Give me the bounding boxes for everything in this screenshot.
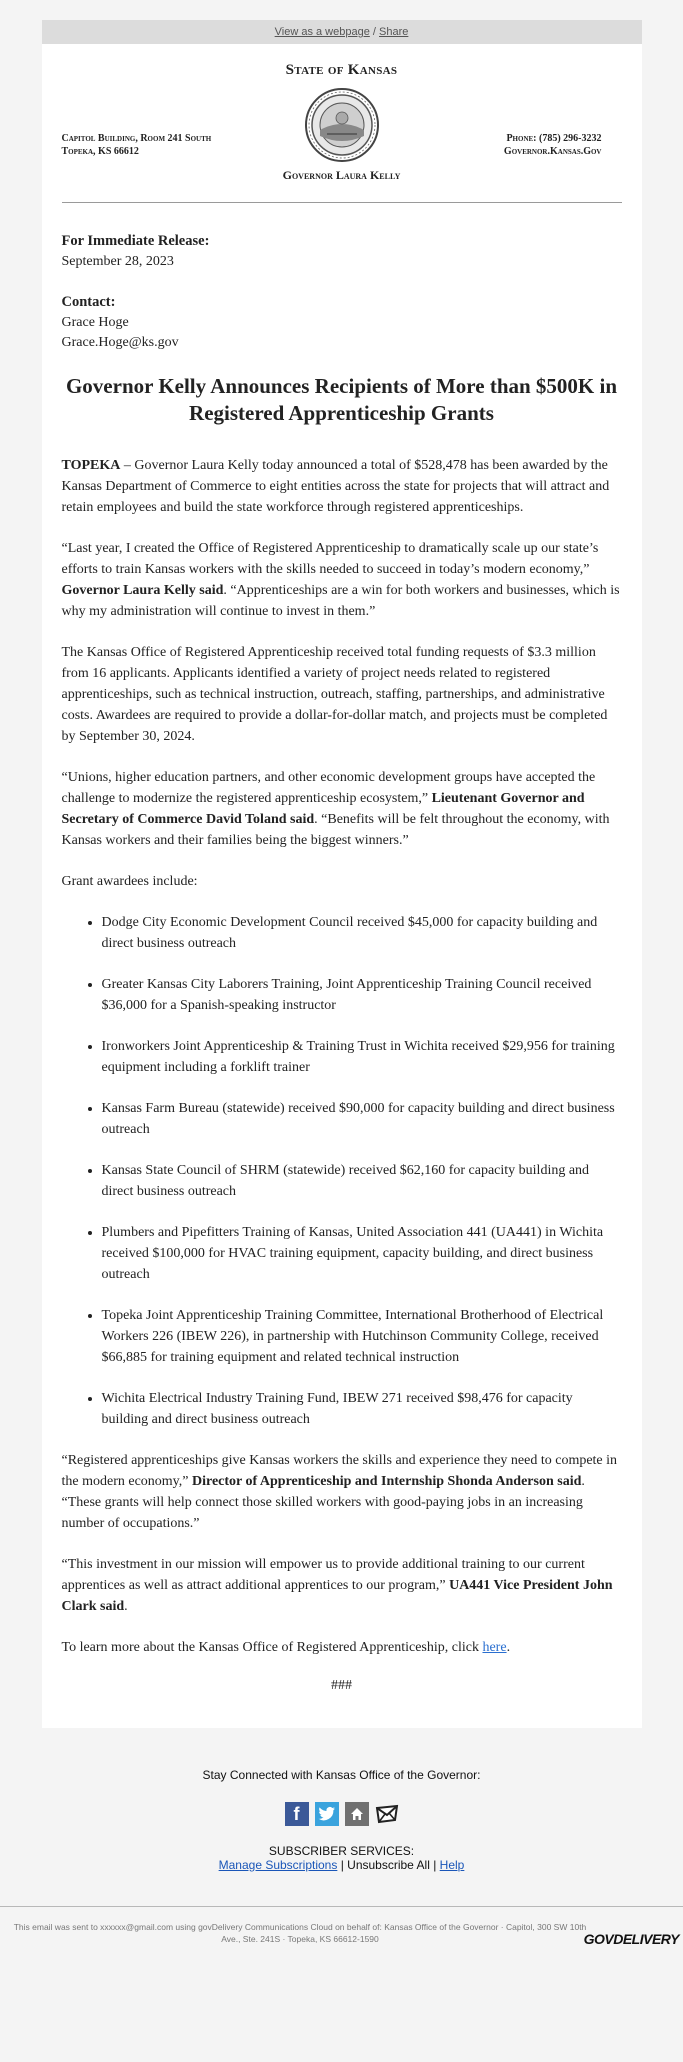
letterhead bbox=[62, 44, 622, 203]
state-title: State of Kansas bbox=[285, 62, 398, 78]
unsubscribe-all-link[interactable]: Unsubscribe All bbox=[347, 1858, 430, 1872]
topbar-separator: / bbox=[369, 26, 379, 38]
paragraph-1 bbox=[62, 455, 622, 518]
quote-text: . “These grants will help connect those skilled workers with good-paying jobs in an increasing number of occupations.” bbox=[61, 1474, 585, 1531]
list-item: • Topeka Joint Apprenticeship Training Committee, International Brotherhood of Electrical Workers 226 (IBEW 226), in partnership with Hutchinson Community College, received $66,885 for training equipment and related technical instruction bbox=[102, 1305, 622, 1368]
office-contact bbox=[504, 132, 602, 158]
contact-name: Grace Hoge bbox=[61, 315, 129, 330]
footer bbox=[0, 1728, 683, 1961]
office-address bbox=[62, 132, 212, 158]
help-link[interactable]: Help bbox=[439, 1858, 465, 1872]
stay-connected-text: Stay Connected with Kansas Office of the Governor: bbox=[202, 1768, 481, 1782]
quote-text: . “Apprenticeships are a win for both workers and businesses, which is why my administration will continue to invest in them.” bbox=[61, 583, 620, 619]
grant-list bbox=[62, 912, 622, 1430]
quote-text: “Unions, higher education partners, and other economic development groups have accepted the challenge to modernize the registered apprenticeship ecosystem,” bbox=[61, 770, 596, 806]
quote-text: “This investment in our mission will empower us to provide additional training to our current apprentices as well as attract additional apprentices to our program,” bbox=[61, 1557, 585, 1593]
list-item: • Greater Kansas City Laborers Training, Joint Apprenticeship Training Council received $36,000 for a Spanish-speaking instructor bbox=[102, 974, 622, 1016]
paragraph-4 bbox=[62, 767, 622, 851]
learn-more-text: To learn more about the Kansas Office of Registered Apprenticeship, click bbox=[61, 1640, 483, 1655]
quote-text: “Last year, I created the Office of Registered Apprenticeship to dramatically scale up our state’s efforts to train Kansas workers with the skills needed to succeed in today’s modern economy,” bbox=[61, 541, 599, 577]
list-item: • Plumbers and Pipefitters Training of Kansas, United Association 441 (UA441) in Wichita received $100,000 for HVAC training equipment, capacity building, and direct business outreach bbox=[102, 1222, 622, 1285]
paragraph-1-text: – Governor Laura Kelly today announced a total of $528,478 has been awarded by the Kansas Department of Commerce to eight entities across the state for projects that will attract and retain employees and build the state workforce through registered apprenticeships. bbox=[61, 458, 610, 515]
home-icon[interactable] bbox=[345, 1802, 369, 1826]
subscriber-links bbox=[0, 1858, 683, 1872]
governor-name: Governor Laura Kelly bbox=[282, 168, 401, 182]
quote-text: . “Benefits will be felt throughout the economy, with Kansas workers and their families being the biggest winners.” bbox=[61, 812, 610, 848]
speaker: Governor Laura Kelly said bbox=[61, 583, 224, 598]
list-item: • Kansas State Council of SHRM (statewide) received $62,160 for capacity building and direct business outreach bbox=[102, 1160, 622, 1202]
list-item: • Wichita Electrical Industry Training Fund, IBEW 271 received $98,476 for capacity building and direct business outreach bbox=[102, 1388, 622, 1430]
govdelivery-logo: GOVDELIVERY bbox=[583, 1931, 679, 1947]
subscriber-services-label: SUBSCRIBER SERVICES: bbox=[268, 1844, 415, 1858]
address-line-2: Topeka, KS 66612 bbox=[61, 146, 139, 157]
here-link[interactable]: here bbox=[482, 1640, 507, 1655]
paragraph-3: The Kansas Office of Registered Apprenticeship received total funding requests of $3.3 million from 16 applicants. Applicants identified a variety of project needs related to registered apprenticeships, such as technical instruction, outreach, staffing, partnerships, and administrative costs. Awardees are required to provide a dollar-for-dollar match, and projects must be completed by September 30, 2024. bbox=[61, 645, 608, 744]
grant-intro: Grant awardees include: bbox=[61, 874, 198, 889]
legal-footer bbox=[0, 1906, 683, 1961]
separator: | bbox=[429, 1858, 440, 1872]
paragraph-6 bbox=[62, 1554, 622, 1617]
quote-text: . bbox=[124, 1599, 128, 1614]
speaker: Lieutenant Governor and Secretary of Commerce David Toland said bbox=[61, 791, 585, 827]
contact-label: Contact: bbox=[61, 294, 116, 310]
kansas-seal-icon bbox=[305, 88, 379, 162]
twitter-icon[interactable] bbox=[315, 1802, 339, 1826]
speaker: UA441 Vice President John Clark said bbox=[61, 1578, 613, 1614]
quote-text: “Registered apprenticeships give Kansas workers the skills and experience they need to compete in the modern economy,” bbox=[61, 1453, 618, 1489]
legal-text: This email was sent to xxxxxx@gmail.com using govDelivery Communications Cloud on behalf of: Kansas Office of the Governor · Capitol, 300 SW 10th Ave., Ste. 241S · Topeka, KS 66612-1590 bbox=[13, 1922, 587, 1944]
view-as-webpage-link[interactable]: View as a webpage bbox=[274, 26, 370, 38]
period: . bbox=[506, 1640, 511, 1655]
share-link[interactable]: Share bbox=[379, 26, 409, 38]
facebook-icon[interactable]: f bbox=[285, 1802, 309, 1826]
manage-subscriptions-link[interactable]: Manage Subscriptions bbox=[218, 1858, 338, 1872]
separator: | bbox=[337, 1858, 348, 1872]
headline: Governor Kelly Announces Recipients of More than $500K in Registered Apprenticeship Grants bbox=[65, 374, 618, 425]
list-item: • Kansas Farm Bureau (statewide) received $90,000 for capacity building and direct business outreach bbox=[102, 1098, 622, 1140]
end-mark: ### bbox=[331, 1678, 352, 1693]
speaker: Director of Apprenticeship and Internship Shonda Anderson said bbox=[192, 1474, 582, 1489]
address-line-1: Capitol Building, Room 241 South bbox=[61, 133, 212, 144]
release-meta bbox=[62, 231, 622, 353]
dateline: TOPEKA bbox=[61, 458, 121, 473]
paragraph-2 bbox=[62, 538, 622, 622]
social-icons bbox=[0, 1802, 683, 1826]
release-label: For Immediate Release: bbox=[61, 233, 210, 249]
top-bar bbox=[42, 20, 642, 44]
list-item: • Dodge City Economic Development Council received $45,000 for capacity building and direct business outreach bbox=[102, 912, 622, 954]
office-website: Governor.Kansas.Gov bbox=[503, 146, 602, 157]
email-icon[interactable] bbox=[375, 1802, 399, 1826]
paragraph-7 bbox=[62, 1637, 622, 1658]
article-body bbox=[62, 455, 622, 1694]
paragraph-5 bbox=[62, 1450, 622, 1534]
list-item: • Ironworkers Joint Apprenticeship & Training Trust in Wichita received $29,956 for training equipment including a forklift trainer bbox=[102, 1036, 622, 1078]
release-date: September 28, 2023 bbox=[61, 254, 174, 269]
email-card bbox=[42, 44, 642, 1728]
contact-email: Grace.Hoge@ks.gov bbox=[61, 335, 179, 350]
office-phone: Phone: (785) 296-3232 bbox=[506, 133, 602, 144]
